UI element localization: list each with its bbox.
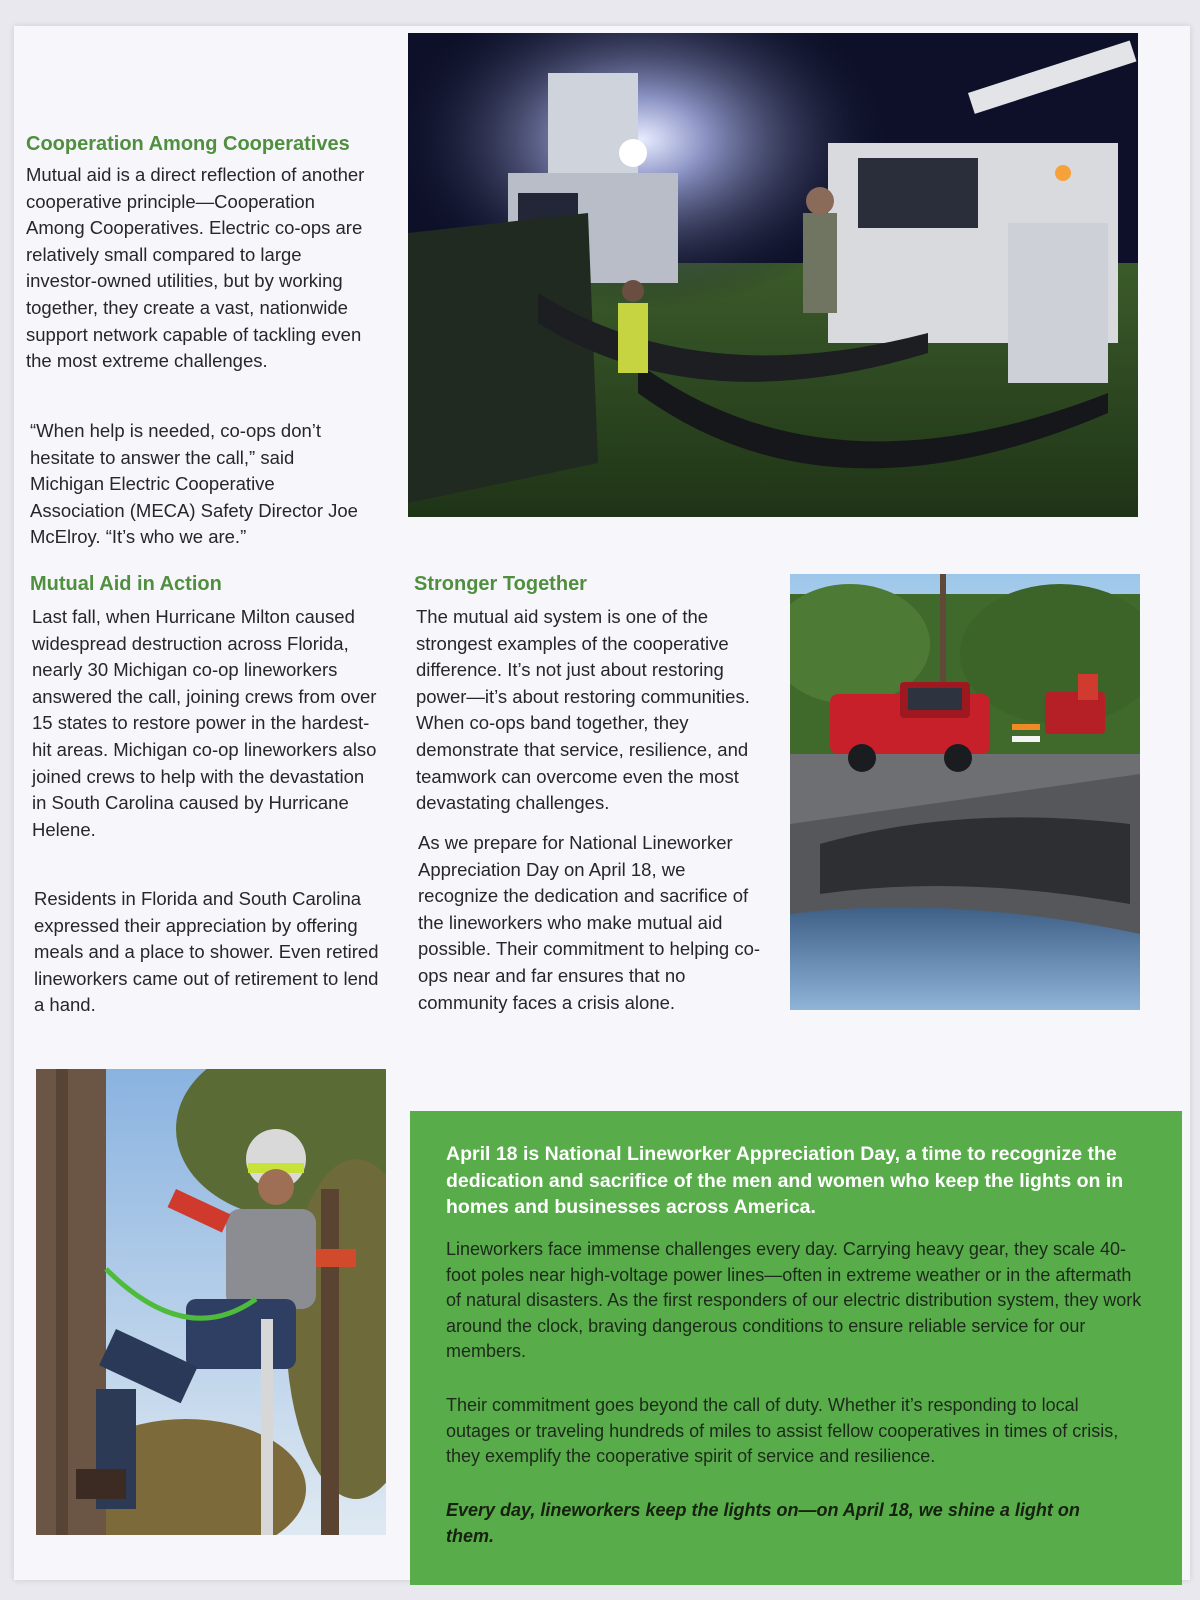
callout-paragraph-1: Lineworkers face immense challenges every day. Carrying heavy gear, they scale 40-foot poles near high-voltage power lines—often in extreme weather or in the aftermath of natural disasters. As the first responders of our electric distribution system, they work around the clock, braving dangerous conditions to ensure reliable service for our members. bbox=[446, 1239, 1142, 1362]
night-crew-photo bbox=[408, 33, 1138, 517]
magazine-page bbox=[14, 26, 1190, 1580]
stronger-together-paragraph-1: The mutual aid system is one of the strongest examples of the cooperative difference. It’s not just about restoring power—it’s about restoring communities. When co-ops band together, they demonstrate that service, resilience, and teamwork can overcome even the most devastating challenges. bbox=[416, 606, 750, 814]
cooperation-quote: “When help is needed, co-ops don’t hesitate to answer the call,” said Michigan Electric Cooperative Association (MECA) Safety Director Joe McElroy. “It’s who we are.” bbox=[30, 420, 358, 548]
callout-closing: Every day, lineworkers keep the lights on—on April 18, we shine a light on them. bbox=[446, 1500, 1080, 1546]
stronger-together-paragraph-2: As we prepare for National Lineworker Appreciation Day on April 18, we recognize the dedication and sacrifice of the lineworkers who make mutual aid possible. Their commitment to helping co-ops near and far ensures that no community faces a crisis alone. bbox=[418, 832, 761, 1013]
stronger-together-heading: Stronger Together bbox=[414, 573, 587, 595]
night-crew-illustration bbox=[408, 33, 1138, 517]
cooperation-paragraph: Mutual aid is a direct reflection of another cooperative principle—Cooperation Among Cooperatives. Electric co-ops are relatively small compared to large investor-owned utilities, but by working together, they create a vast, nationwide support network capable of tackling even the most extreme challenges. bbox=[26, 164, 365, 372]
road-damage-illustration bbox=[790, 574, 1140, 1010]
mutual-aid-heading: Mutual Aid in Action bbox=[30, 573, 222, 595]
cooperation-heading: Cooperation Among Cooperatives bbox=[26, 133, 350, 155]
callout-lead: April 18 is National Lineworker Appreciation Day, a time to recognize the dedication and sacrifice of the men and women who keep the lights on in homes and businesses across America. bbox=[446, 1143, 1124, 1218]
callout-paragraph-2: Their commitment goes beyond the call of duty. Whether it’s responding to local outages or traveling hundreds of miles to assist fellow cooperatives in times of crisis, they exemplify the cooperative spirit of service and resilience. bbox=[446, 1395, 1119, 1467]
lineworker-day-callout bbox=[410, 1111, 1182, 1585]
pole-climber-illustration bbox=[36, 1069, 386, 1535]
pole-climber-photo bbox=[36, 1069, 386, 1535]
mutual-aid-paragraph-2: Residents in Florida and South Carolina expressed their appreciation by offering meals and a place to shower. Even retired lineworkers came out of retirement to lend a hand. bbox=[34, 888, 379, 1016]
road-damage-photo bbox=[790, 574, 1140, 1010]
mutual-aid-paragraph-1: Last fall, when Hurricane Milton caused widespread destruction across Florida, nearly 30 Michigan co-op lineworkers answered the call, joining crews from over 15 states to restore power in the hardest-hit areas. Michigan co-op lineworkers also joined crews to help with the devastation in South Carolina caused by Hurricane Helene. bbox=[32, 606, 377, 840]
